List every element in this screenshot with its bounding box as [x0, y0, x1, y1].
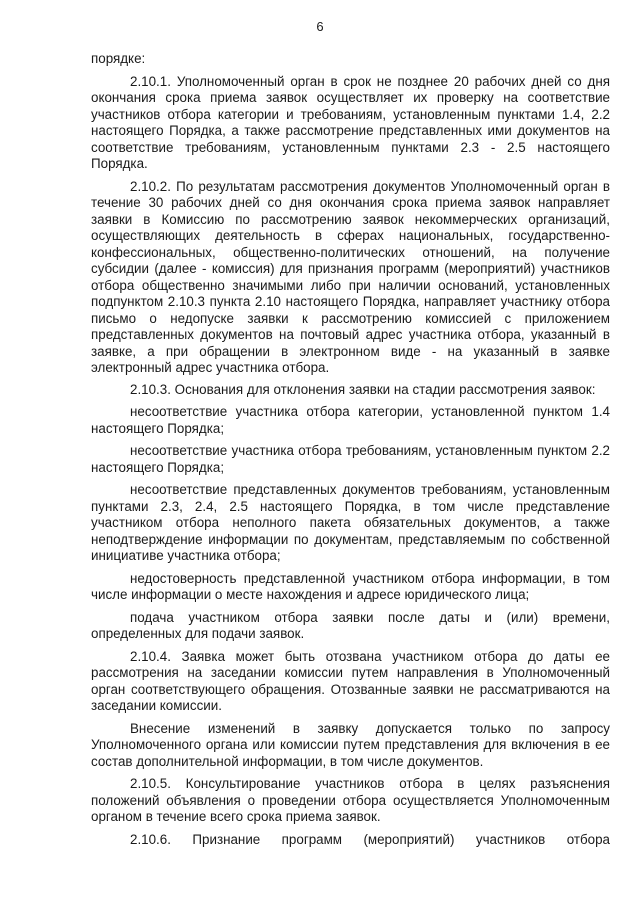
list-item-requirements-mismatch: несоответствие участника отбора требованиям, установленным пунктом 2.2 настоящего Порядка;: [91, 443, 610, 475]
list-item-late-submission: подача участником отбора заявки после даты и (или) времени, определенных для подачи заявок.: [91, 609, 610, 641]
paragraph-amendments: Внесение изменений в заявку допускается только по запросу Уполномоченного органа или комиссии путем представления для включения в ее состав дополнительной информации, в том числе документов.: [91, 720, 610, 769]
list-item-unreliable-info: недостоверность представленной участником отбора информации, в том числе информации о месте нахождения и адресе юридического лица;: [91, 570, 610, 602]
paragraph-continuation: порядке:: [91, 51, 146, 66]
list-item-category-mismatch: несоответствие участника отбора категории, установленной пунктом 1.4 настоящего Порядка;: [91, 404, 610, 436]
document-body: [91, 51, 610, 848]
paragraph-2-10-3: 2.10.3. Основания для отклонения заявки на стадии рассмотрения заявок:: [130, 381, 596, 397]
paragraph-2-10-6: 2.10.6. Признание программ (мероприятий) участников отбора: [130, 831, 610, 847]
paragraph-2-10-1: 2.10.1. Уполномоченный орган в срок не позднее 20 рабочих дней со дня окончания срока приема заявок осуществляет их проверку на соответствие участников отбора категории и требованиям, установленным пунктами 1.4, 2.2 настоящего Порядка, а также рассмотрение представленных ими документов на соответствие требованиям, установленным пунктами 2.3 - 2.5 настоящего Порядка.: [91, 73, 610, 171]
list-item-documents-mismatch: несоответствие представленных документов требованиям, установленным пунктами 2.3, 2.4, 2.5 настоящего Порядка, в том числе представление участником отбора неполного пакета обязательных документов, а также неподтверждение информации по документам, представляемым по собственной инициативе участника отбора;: [91, 482, 610, 563]
paragraph-2-10-5: 2.10.5. Консультирование участников отбора в целях разъяснения положений объявления о проведении отбора осуществляется Уполномоченным органом в течение всего срока приема заявок.: [91, 776, 610, 824]
paragraph-2-10-4: 2.10.4. Заявка может быть отозвана участником отбора до даты ее рассмотрения на заседании комиссии путем направления в Уполномоченный орган соответствующего обращения. Отозванные заявки не рассматриваются на заседании комиссии.: [91, 648, 610, 713]
page-number: 6: [316, 19, 324, 34]
paragraph-2-10-2: 2.10.2. По результатам рассмотрения документов Уполномоченный орган в течение 30 рабочих дней со дня окончания срока приема заявок направляет заявки в Комиссию по рассмотрению заявок некоммерческих организаций, осуществляющих деятельность в сферах национальных, государственно-конфессиональных, общественно-политических отношений, на получение субсидии (далее - комиссия) для признания программ (мероприятий) участников отбора общественно значимыми либо при наличии оснований, установленных подпунктом 2.10.3 пункта 2.10 настоящего Порядка, направляет участнику отбора письмо о недопуске заявки к рассмотрению комиссией с приложением представленных документов на почтовый адрес участника отбора, указанный в заявке, а при обращении в электронном виде - на указанный в заявке электронный адрес участника отбора.: [91, 178, 610, 375]
